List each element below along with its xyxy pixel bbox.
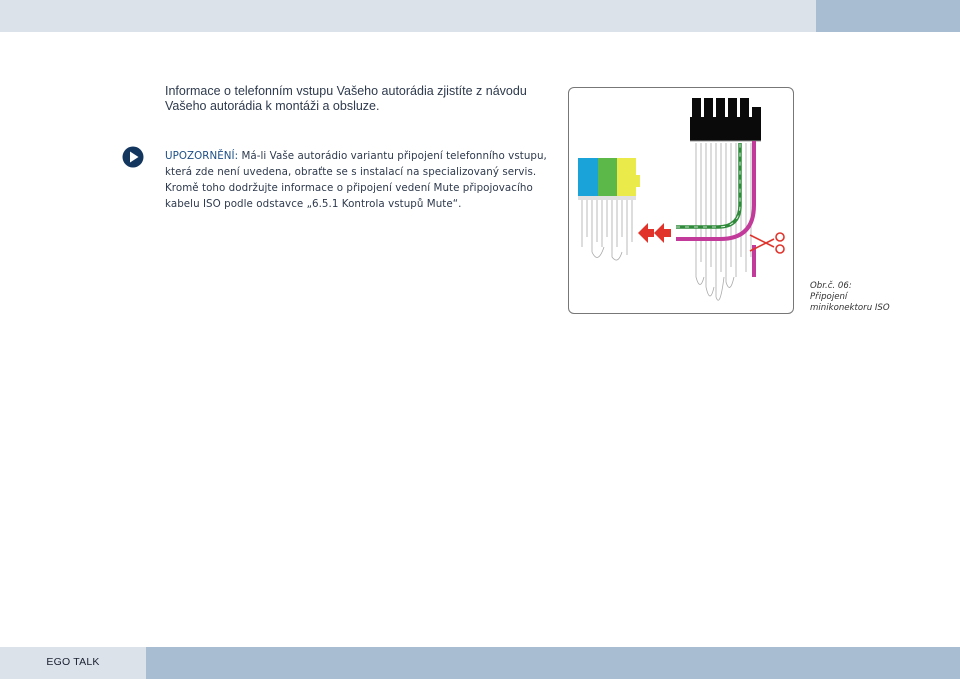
figure-caption: [810, 281, 950, 314]
green-wire: [676, 143, 740, 227]
intro-line-2: Vašeho autorádia k montáži a obsluze.: [165, 99, 380, 113]
iso-minijack-block: [578, 158, 640, 200]
warning-note: [165, 148, 557, 212]
magenta-wire: [676, 141, 754, 239]
caption-number: Obr.č. 06:: [810, 281, 852, 291]
red-arrow-right: [654, 223, 671, 243]
intro-paragraph: [165, 84, 555, 114]
connector-wires: [696, 143, 751, 300]
intro-line-1: Informace o telefonním vstupu Vašeho autorádia zjistíte z návodu: [165, 84, 527, 98]
footer-right-band: [146, 647, 960, 679]
warning-label: UPOZORNĚNÍ:: [165, 150, 239, 162]
header-accent: [816, 0, 960, 32]
iso-wires: [582, 200, 632, 260]
iso-connector-diagram: [568, 87, 794, 314]
black-connector: [690, 98, 761, 141]
warning-text: Má-li Vaše autorádio variantu připojení telefonního vstupu, která zde není uvedena, obraťte se s instalací na specializovaný servis. Kromě toho dodržujte informace o připojení vedení Mute připojovacího kabelu ISO podle odstavce „6.5.1 Kontrola vstupů Mute“.: [165, 150, 547, 210]
footer-brand: EGO TALK: [46, 656, 100, 668]
warning-arrow-icon: [122, 146, 144, 168]
header-band: [0, 0, 816, 32]
caption-line-2: minikonektoru ISO: [810, 303, 890, 313]
red-arrow-left: [638, 223, 654, 243]
caption-line-1: Připojení: [810, 292, 848, 302]
